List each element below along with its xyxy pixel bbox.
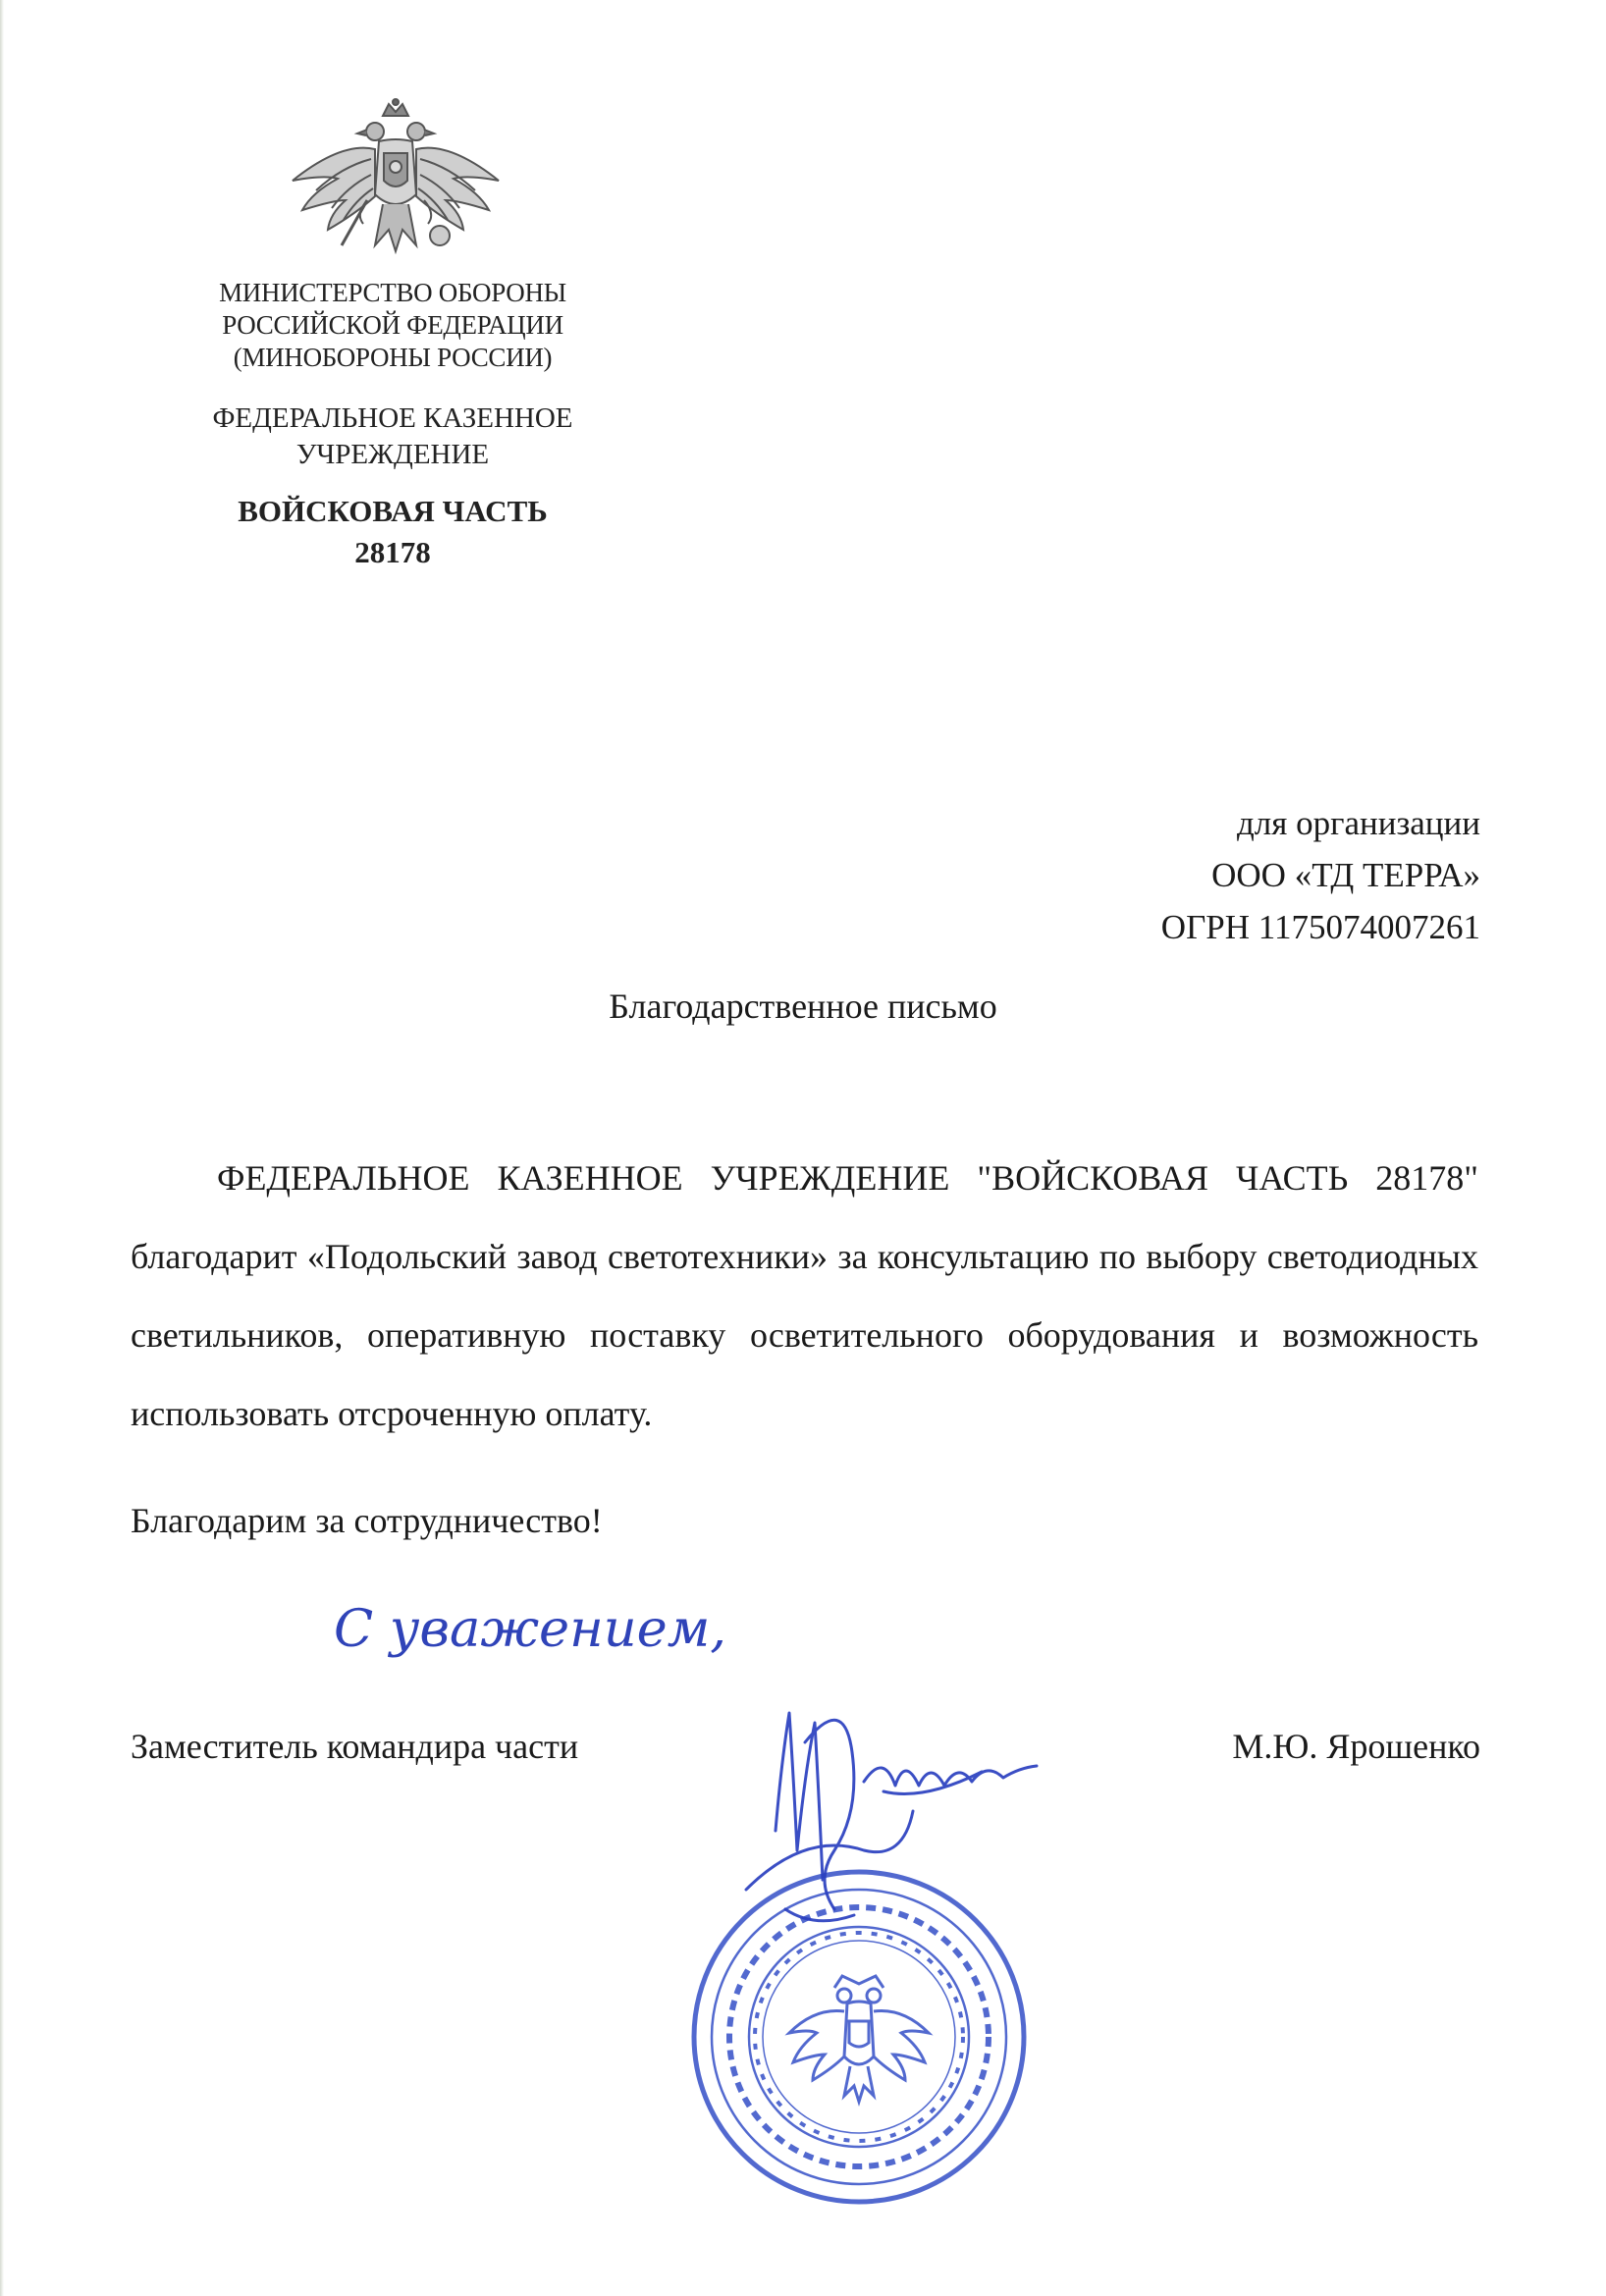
round-seal-stamp: [694, 1872, 1024, 2202]
ministry-line-3: (МИНОБОРОНЫ РОССИИ): [233, 343, 553, 372]
addressee-line-1: для организации: [1236, 804, 1480, 842]
signer-position: Заместитель командира части: [131, 1727, 579, 1766]
addressee-block: [1161, 797, 1480, 953]
unit-line-2: 28178: [354, 535, 431, 569]
institution-line-2: УЧРЕЖДЕНИЕ: [295, 439, 490, 470]
letter-body: [131, 1139, 1478, 1453]
document-title-text: Благодарственное письмо: [609, 987, 997, 1026]
official-stamp-with-signature: [687, 1683, 1080, 2233]
ministry-line-2: РОССИЙСКОЙ ФЕДЕРАЦИИ: [222, 310, 563, 340]
document-title: [0, 986, 1606, 1027]
letterhead-institution: [147, 400, 638, 473]
letterhead-unit: [147, 491, 638, 573]
body-lead-sentence: ФЕДЕРАЛЬНОЕ КАЗЕННОЕ УЧРЕЖДЕНИЕ "ВОЙСКОВАЯ ЧАСТЬ 28178": [217, 1158, 1478, 1198]
unit-line-1: ВОЙСКОВАЯ ЧАСТЬ: [238, 494, 548, 528]
handwritten-closing-text: С уважением,: [334, 1600, 726, 1659]
handwritten-closing: [324, 1585, 756, 1674]
double-headed-eagle-emblem-icon: [273, 98, 518, 275]
addressee-line-2: ООО «ТД ТЕРРА»: [1211, 856, 1480, 894]
closing-thanks: Благодарим за сотрудничество!: [131, 1501, 603, 1540]
signer-name: М.Ю. Ярошенко: [1232, 1727, 1480, 1766]
letterhead-ministry: [147, 277, 638, 374]
ministry-line-1: МИНИСТЕРСТВО ОБОРОНЫ: [219, 278, 566, 307]
scan-edge: [0, 0, 4, 2296]
body-paragraph: благодарит «Подольский завод светотехники» за консультацию по выбору светодиодных светильников, оперативную поставку осветительного оборудования и возможность использовать отсроченную оплату.: [131, 1237, 1478, 1433]
institution-line-1: ФЕДЕРАЛЬНОЕ КАЗЕННОЕ: [212, 402, 573, 434]
addressee-line-3: ОГРН 1175074007261: [1160, 908, 1480, 946]
